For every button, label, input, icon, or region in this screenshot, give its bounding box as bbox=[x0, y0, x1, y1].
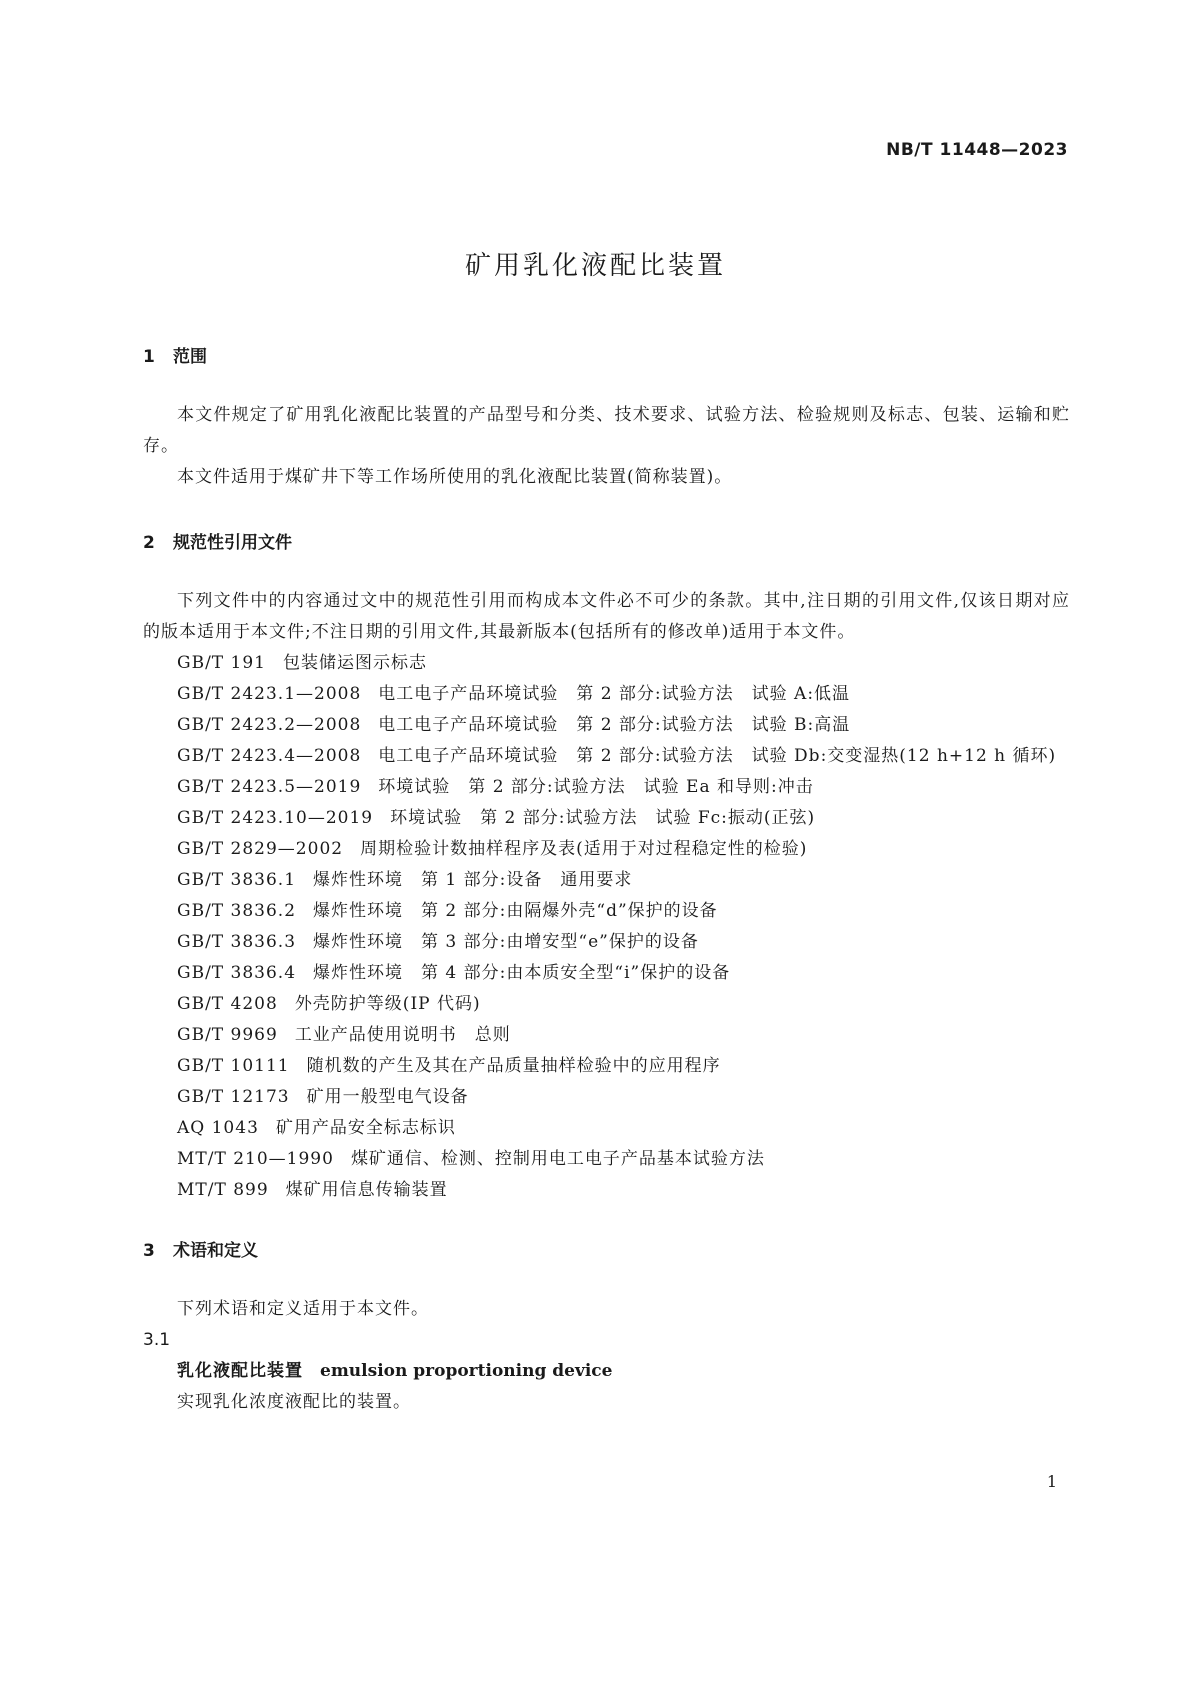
reference-item bbox=[143, 710, 1070, 741]
reference-code: GB/T 9969 bbox=[177, 1025, 278, 1045]
reference-title: 电工电子产品环境试验 第 2 部分:试验方法 试验 B:高温 bbox=[378, 715, 851, 735]
term-name-zh: 乳化液配比装置 bbox=[177, 1361, 303, 1381]
reference-title: 周期检验计数抽样程序及表(适用于对过程稳定性的检验) bbox=[360, 839, 808, 859]
reference-title: 电工电子产品环境试验 第 2 部分:试验方法 试验 Db:交变湿热(12 h+12 h 循环) bbox=[378, 746, 1057, 766]
section-number: 2 bbox=[143, 533, 155, 553]
reference-item bbox=[143, 865, 1070, 896]
scope-paragraph-1: 本文件规定了矿用乳化液配比装置的产品型号和分类、技术要求、试验方法、检验规则及标志、包装、运输和贮存。 bbox=[143, 405, 1070, 456]
reference-code: GB/T 10111 bbox=[177, 1056, 290, 1076]
reference-title: 煤矿用信息传输装置 bbox=[285, 1180, 448, 1200]
reference-title: 电工电子产品环境试验 第 2 部分:试验方法 试验 A:低温 bbox=[378, 684, 851, 704]
reference-title: 环境试验 第 2 部分:试验方法 试验 Ea 和导则:冲击 bbox=[378, 777, 814, 797]
section-number: 3 bbox=[143, 1241, 155, 1261]
reference-code: GB/T 2423.2—2008 bbox=[177, 715, 362, 735]
reference-title: 矿用一般型电气设备 bbox=[306, 1087, 469, 1107]
reference-code: GB/T 3836.4 bbox=[177, 963, 297, 983]
reference-code: GB/T 4208 bbox=[177, 994, 278, 1014]
reference-item bbox=[143, 1175, 1070, 1206]
reference-item bbox=[143, 958, 1070, 989]
reference-item bbox=[143, 834, 1070, 865]
reference-code: GB/T 2423.10—2019 bbox=[177, 808, 374, 828]
reference-title: 矿用产品安全标志标识 bbox=[275, 1118, 456, 1138]
reference-title: 包装储运图示标志 bbox=[283, 653, 427, 673]
reference-item bbox=[143, 648, 1070, 679]
reference-item bbox=[143, 741, 1070, 772]
reference-item bbox=[143, 896, 1070, 927]
reference-item bbox=[143, 1051, 1070, 1082]
scope-paragraph-2: 本文件适用于煤矿井下等工作场所使用的乳化液配比装置(简称装置)。 bbox=[177, 467, 733, 487]
reference-item bbox=[143, 1113, 1070, 1144]
document-body bbox=[143, 345, 1070, 1418]
reference-code: MT/T 899 bbox=[177, 1180, 269, 1200]
section-title: 规范性引用文件 bbox=[173, 533, 292, 553]
reference-code: AQ 1043 bbox=[177, 1118, 259, 1138]
reference-title: 爆炸性环境 第 4 部分:由本质安全型“i”保护的设备 bbox=[313, 963, 731, 983]
term-number: 3.1 bbox=[143, 1330, 171, 1350]
reference-title: 爆炸性环境 第 2 部分:由隔爆外壳“d”保护的设备 bbox=[313, 901, 718, 921]
reference-code: GB/T 2423.1—2008 bbox=[177, 684, 362, 704]
reference-title: 煤矿通信、检测、控制用电工电子产品基本试验方法 bbox=[350, 1149, 765, 1169]
reference-title: 环境试验 第 2 部分:试验方法 试验 Fc:振动(正弦) bbox=[390, 808, 816, 828]
term-definition: 实现乳化浓度液配比的装置。 bbox=[177, 1392, 411, 1412]
term-name-en: emulsion proportioning device bbox=[320, 1361, 613, 1381]
reference-item bbox=[143, 803, 1070, 834]
reference-item bbox=[143, 989, 1070, 1020]
reference-code: GB/T 2829—2002 bbox=[177, 839, 344, 859]
reference-title: 随机数的产生及其在产品质量抽样检验中的应用程序 bbox=[306, 1056, 721, 1076]
reference-list bbox=[143, 648, 1070, 1206]
reference-item bbox=[143, 679, 1070, 710]
reference-code: MT/T 210—1990 bbox=[177, 1149, 334, 1169]
reference-item bbox=[143, 1082, 1070, 1113]
section-1-heading bbox=[143, 345, 1070, 369]
reference-title: 外壳防护等级(IP 代码) bbox=[294, 994, 481, 1014]
reference-code: GB/T 3836.3 bbox=[177, 932, 297, 952]
reference-title: 爆炸性环境 第 3 部分:由增安型“e”保护的设备 bbox=[313, 932, 699, 952]
reference-title: 爆炸性环境 第 1 部分:设备 通用要求 bbox=[313, 870, 633, 890]
section-number: 1 bbox=[143, 347, 155, 367]
page-number: 1 bbox=[1046, 1472, 1057, 1491]
reference-code: GB/T 12173 bbox=[177, 1087, 290, 1107]
section-title: 范围 bbox=[173, 347, 207, 367]
reference-item bbox=[143, 1144, 1070, 1175]
reference-item bbox=[143, 772, 1070, 803]
reference-code: GB/T 2423.5—2019 bbox=[177, 777, 362, 797]
reference-code: GB/T 3836.2 bbox=[177, 901, 297, 921]
section-3-heading bbox=[143, 1239, 1070, 1263]
reference-code: GB/T 191 bbox=[177, 653, 266, 673]
reference-code: GB/T 2423.4—2008 bbox=[177, 746, 362, 766]
section-title: 术语和定义 bbox=[173, 1241, 258, 1261]
terms-intro: 下列术语和定义适用于本文件。 bbox=[177, 1299, 429, 1319]
reference-item bbox=[143, 1020, 1070, 1051]
references-intro: 下列文件中的内容通过文中的规范性引用而构成本文件必不可少的条款。其中,注日期的引用文件,仅该日期对应的版本适用于本文件;不注日期的引用文件,其最新版本(包括所有的修改单)适用于本文件。 bbox=[143, 591, 1070, 642]
term-name bbox=[143, 1356, 1070, 1387]
reference-item bbox=[143, 927, 1070, 958]
reference-title: 工业产品使用说明书 总则 bbox=[294, 1025, 511, 1045]
section-2-heading bbox=[143, 531, 1070, 555]
document-title: 矿用乳化液配比装置 bbox=[464, 251, 726, 281]
standard-code: NB/T 11448—2023 bbox=[886, 140, 1068, 160]
reference-code: GB/T 3836.1 bbox=[177, 870, 297, 890]
